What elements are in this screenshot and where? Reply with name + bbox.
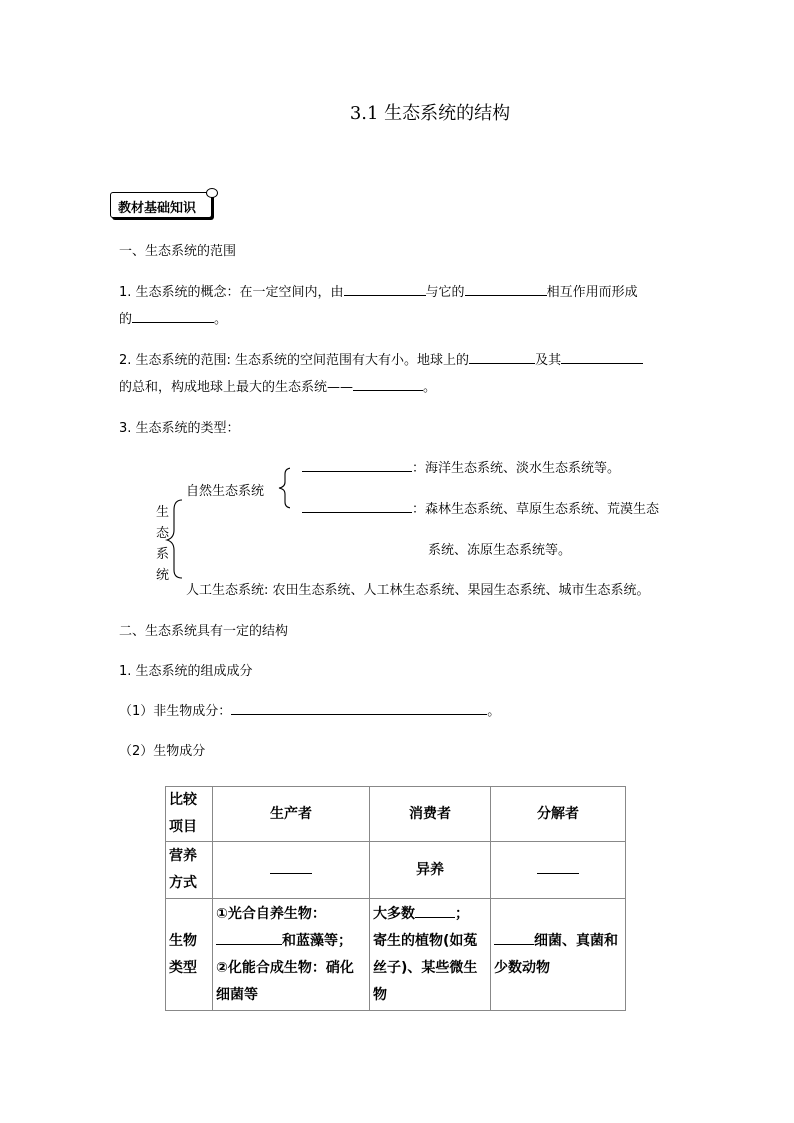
root-char: 生 <box>156 505 170 520</box>
root-char: 系 <box>156 547 170 562</box>
badge-label: 教材基础知识 <box>118 201 197 216</box>
item2-text-c: 的总和，构成地球上最大的生态系统—— <box>119 380 354 395</box>
consumer-type-cell <box>370 899 491 1011</box>
components-table <box>165 786 626 1011</box>
blank-field[interactable] <box>344 283 426 296</box>
producer-line <box>216 928 366 955</box>
abiotic-label: （1）非生物成分： <box>119 704 232 719</box>
decomposer-nutrition-cell <box>491 842 626 899</box>
blank-field[interactable] <box>415 903 455 918</box>
page-title: 3.1 生态系统的结构 <box>349 103 511 124</box>
item1-text-c: 相互作用而形成 <box>546 285 638 300</box>
table-cell-header <box>166 787 213 842</box>
table-cell-label <box>166 842 213 899</box>
abiotic-line <box>119 700 500 719</box>
badge-scroll-curl <box>206 188 218 198</box>
item2-line1 <box>119 349 643 368</box>
item2-text-a: 2. 生态系统的范围: 生态系统的空间范围有大有小。地球上的 <box>119 353 470 368</box>
header-producer: 生产者 <box>213 787 370 842</box>
root-char: 统 <box>156 568 170 583</box>
table-row <box>166 787 626 842</box>
producer-line2-text: 和蓝藻等； <box>282 932 352 949</box>
item1-text-b: 与它的 <box>425 285 465 300</box>
table-row <box>166 842 626 899</box>
header-consumer: 消费者 <box>370 787 491 842</box>
consumer-line1-end: ； <box>455 905 469 922</box>
artificial-ecosystem-line: 人工生态系统: 农田生态系统、人工林生态系统、果园生态系统、城市生态系统。 <box>186 583 650 598</box>
root-char: 态 <box>156 526 170 541</box>
abiotic-end: 。 <box>487 704 501 719</box>
consumer-nutrition: 异养 <box>370 842 491 899</box>
producer-line: ①光合自养生物： <box>216 905 326 922</box>
row-label-nutrition: 营养方式 <box>169 848 197 891</box>
producer-type-cell <box>213 899 370 1011</box>
blank-field[interactable] <box>270 859 312 874</box>
table-cell-label <box>166 899 213 1011</box>
biotic-heading: （2）生物成分 <box>119 744 206 759</box>
blank-field[interactable] <box>132 310 214 323</box>
item1-text-e: 。 <box>214 312 228 327</box>
blank-field[interactable] <box>465 283 547 296</box>
consumer-line1-text: 大多数 <box>373 905 415 922</box>
section-badge <box>106 188 214 218</box>
section2-heading: 二、生态系统具有一定的结构 <box>119 624 289 639</box>
consumer-line: 寄生的植物(如菟丝子)、某些微生物 <box>373 932 478 1003</box>
natural-type-b-cont: 系统、冻原生态系统等。 <box>428 543 572 558</box>
decomposer-type-cell <box>491 899 626 1011</box>
section1-heading: 一、生态系统的范围 <box>119 244 237 259</box>
table-row <box>166 899 626 1011</box>
producer-nutrition-cell <box>213 842 370 899</box>
blank-field[interactable] <box>537 859 579 874</box>
item1-text-a: 1. 生态系统的概念：在一定空间内，由 <box>119 285 344 300</box>
consumer-line <box>373 901 487 928</box>
natural-type-a-text: ：海洋生态系统、淡水生态系统等。 <box>412 461 621 476</box>
blank-field[interactable] <box>231 702 487 715</box>
natural-type-b-text: ：森林生态系统、草原生态系统、荒漠生态 <box>412 502 660 517</box>
blank-field[interactable] <box>353 378 423 391</box>
blank-field[interactable] <box>494 930 534 945</box>
blank-field[interactable] <box>469 351 535 364</box>
item1-line2 <box>119 308 227 327</box>
item2-text-b: 及其 <box>535 353 562 368</box>
natural-type-b <box>302 498 659 517</box>
producer-line: ②化能合成生物：硝化细菌等 <box>216 959 354 1003</box>
inner-brace <box>279 468 290 508</box>
item3-heading: 3. 生态系统的类型： <box>119 421 240 436</box>
item2-text-d: 。 <box>423 380 437 395</box>
row-label-type: 生物类型 <box>169 932 197 976</box>
blank-field[interactable] <box>561 351 643 364</box>
item2-line2 <box>119 376 436 395</box>
item1-line1 <box>119 281 638 300</box>
header-compare: 比较项目 <box>169 792 197 835</box>
section2-item1: 1. 生态系统的组成成分 <box>119 664 253 679</box>
item1-text-d: 的 <box>119 312 133 327</box>
natural-type-a <box>302 457 620 476</box>
blank-field[interactable] <box>302 459 412 472</box>
ecosystem-root-label <box>156 502 170 586</box>
blank-field[interactable] <box>302 500 412 513</box>
decomposer-type-text: 细菌、真菌和少数动物 <box>494 932 618 976</box>
natural-ecosystem-label: 自然生态系统 <box>186 484 265 499</box>
header-decomposer: 分解者 <box>491 787 626 842</box>
blank-field[interactable] <box>216 930 282 945</box>
